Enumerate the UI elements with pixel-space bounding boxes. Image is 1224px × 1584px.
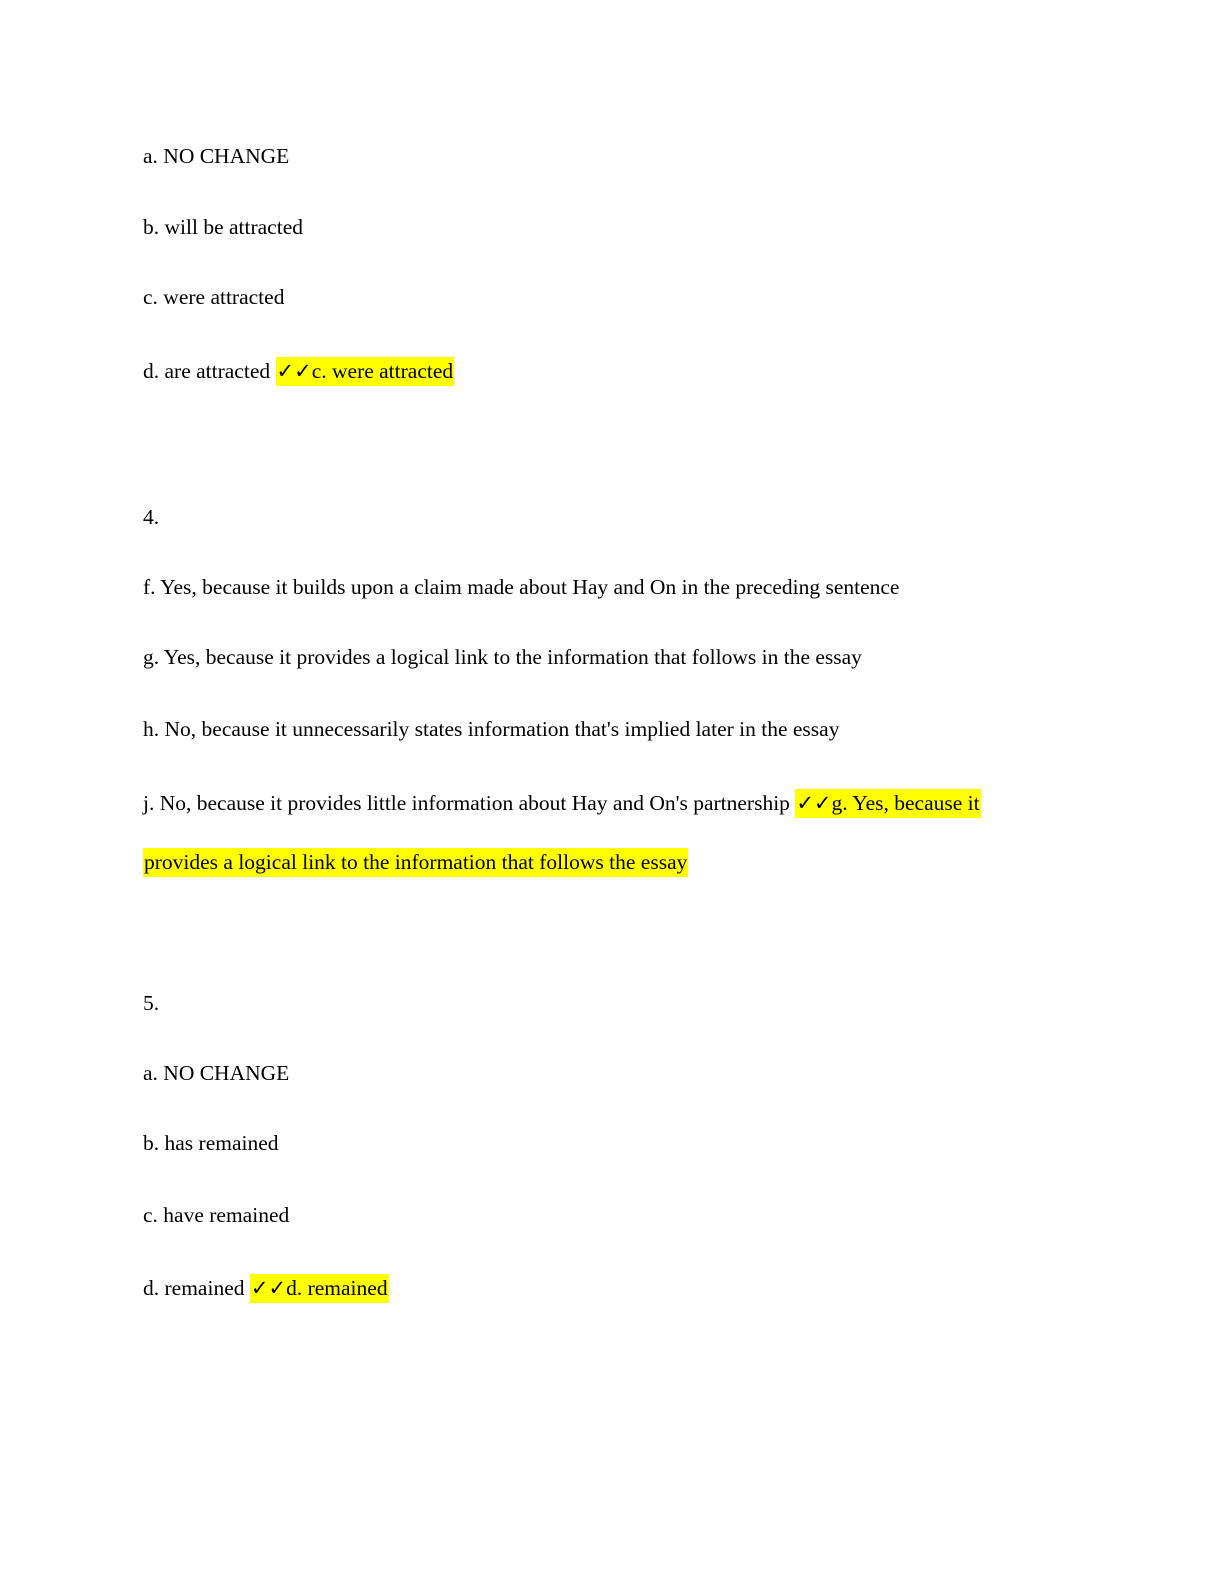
q4-answer-highlight-1: [795, 789, 980, 818]
q3-option-c: c. were attracted: [143, 285, 285, 309]
q5-option-c: c. have remained: [143, 1203, 290, 1227]
q4-option-g: g. Yes, because it provides a logical link to the information that follows in the essay: [143, 645, 862, 669]
q4-option-j: j. No, because it provides little information about Hay and On's partnership: [143, 791, 790, 815]
q3-option-d: d. are attracted: [143, 359, 271, 383]
q5-option-a: a. NO CHANGE: [143, 1061, 290, 1085]
q4-option-h: h. No, because it unnecessarily states information that's implied later in the essay: [143, 717, 840, 741]
q3-answer: c. were attracted: [311, 359, 454, 383]
q3-option-b: b. will be attracted: [143, 215, 303, 239]
q4-answer-part1: g. Yes, because it: [831, 791, 980, 815]
q4-number: 4.: [143, 505, 160, 529]
q5-option-d: d. remained: [143, 1276, 245, 1300]
q5-number: 5.: [143, 991, 160, 1015]
checkmark-icon: ✓✓: [276, 359, 312, 383]
q3-option-a: a. NO CHANGE: [143, 144, 290, 168]
q4-option-j-row: [143, 788, 981, 818]
q4-answer-part2: provides a logical link to the information that follows the essay: [143, 848, 688, 877]
q5-answer-highlight: [250, 1274, 389, 1303]
checkmark-icon: ✓✓: [796, 791, 832, 815]
checkmark-icon: ✓✓: [250, 1276, 287, 1300]
q4-answer-continuation-row: [143, 847, 688, 877]
q5-option-b: b. has remained: [143, 1131, 279, 1155]
q3-option-d-row: [143, 356, 454, 386]
q5-answer: d. remained: [286, 1276, 388, 1300]
q3-answer-highlight: [276, 357, 455, 386]
q4-option-f: f. Yes, because it builds upon a claim made about Hay and On in the preceding sentence: [143, 575, 900, 599]
q5-option-d-row: [143, 1273, 389, 1303]
